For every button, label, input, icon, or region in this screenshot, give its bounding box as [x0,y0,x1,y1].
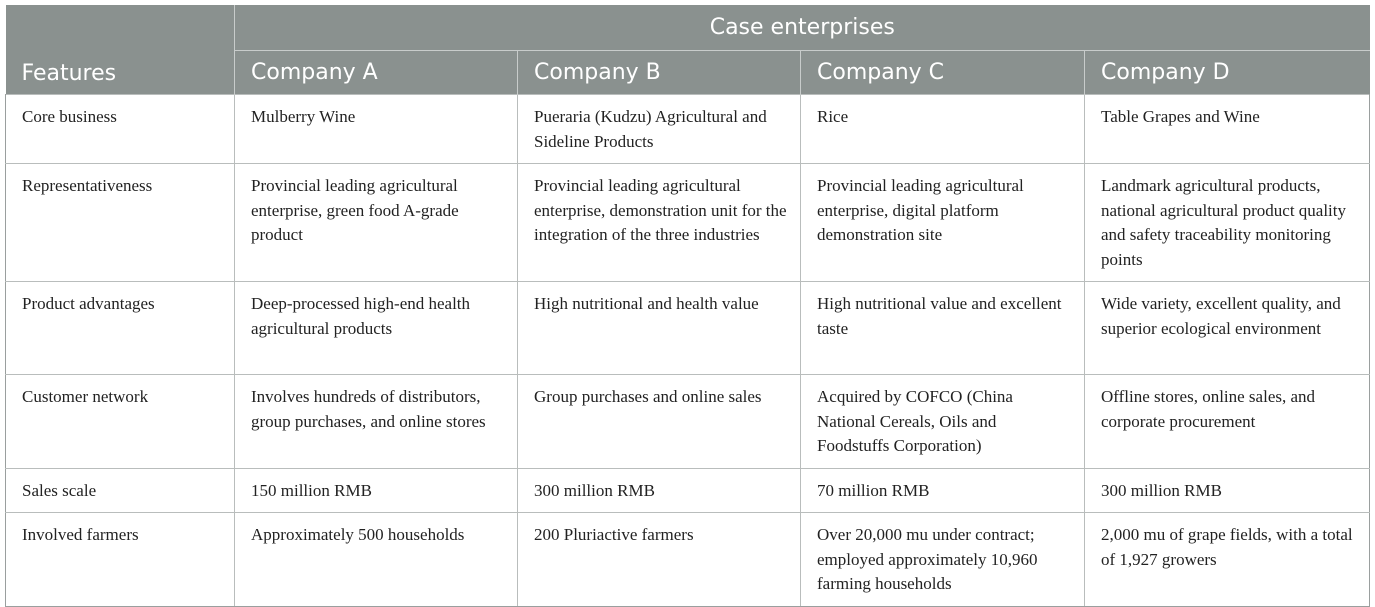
table-cell: Deep-processed high-end health agricultural products [235,282,518,375]
table-cell: Mulberry Wine [235,95,518,164]
table-cell: 70 million RMB [801,468,1085,513]
table-cell: Over 20,000 mu under contract; employed approximately 10,960 farming households [801,513,1085,607]
table-cell: Provincial leading agricultural enterprise, green food A-grade product [235,164,518,282]
table-cell: Landmark agricultural products, national agricultural product quality and safety traceability monitoring points [1085,164,1370,282]
case-enterprises-group-header: Case enterprises [235,5,1370,51]
features-header: Features [6,5,235,95]
table-row-customer-network [6,375,1370,469]
table-body [6,95,1370,607]
table-cell: 2,000 mu of grape fields, with a total of 1,927 growers [1085,513,1370,607]
company-a-header: Company A [235,51,518,95]
company-b-header: Company B [518,51,801,95]
feature-label: Product advantages [6,282,235,375]
table-cell: Wide variety, excellent quality, and superior ecological environment [1085,282,1370,375]
table-cell: Acquired by COFCO (China National Cereals, Oils and Foodstuffs Corporation) [801,375,1085,469]
table-cell: Group purchases and online sales [518,375,801,469]
table-cell: 150 million RMB [235,468,518,513]
table-header [6,5,1370,95]
table-row-product-advantages [6,282,1370,375]
table-cell: Offline stores, online sales, and corporate procurement [1085,375,1370,469]
feature-label: Representativeness [6,164,235,282]
table-cell: Table Grapes and Wine [1085,95,1370,164]
table-row-representativeness [6,164,1370,282]
comparison-table-container [5,5,1369,607]
table-cell: Approximately 500 households [235,513,518,607]
feature-label: Involved farmers [6,513,235,607]
company-c-header: Company C [801,51,1085,95]
feature-label: Customer network [6,375,235,469]
table-cell: Pueraria (Kudzu) Agricultural and Sideline Products [518,95,801,164]
table-cell: 200 Pluriactive farmers [518,513,801,607]
table-row-core-business [6,95,1370,164]
feature-label: Core business [6,95,235,164]
table-cell: Provincial leading agricultural enterprise, demonstration unit for the integration of the three industries [518,164,801,282]
table-cell: 300 million RMB [1085,468,1370,513]
company-d-header: Company D [1085,51,1370,95]
table-row-sales-scale [6,468,1370,513]
case-enterprises-table [5,5,1370,607]
feature-label: Sales scale [6,468,235,513]
table-cell: 300 million RMB [518,468,801,513]
table-cell: High nutritional value and excellent taste [801,282,1085,375]
table-cell: Rice [801,95,1085,164]
table-cell: Provincial leading agricultural enterprise, digital platform demonstration site [801,164,1085,282]
table-row-involved-farmers [6,513,1370,607]
table-cell: Involves hundreds of distributors, group purchases, and online stores [235,375,518,469]
table-cell: High nutritional and health value [518,282,801,375]
